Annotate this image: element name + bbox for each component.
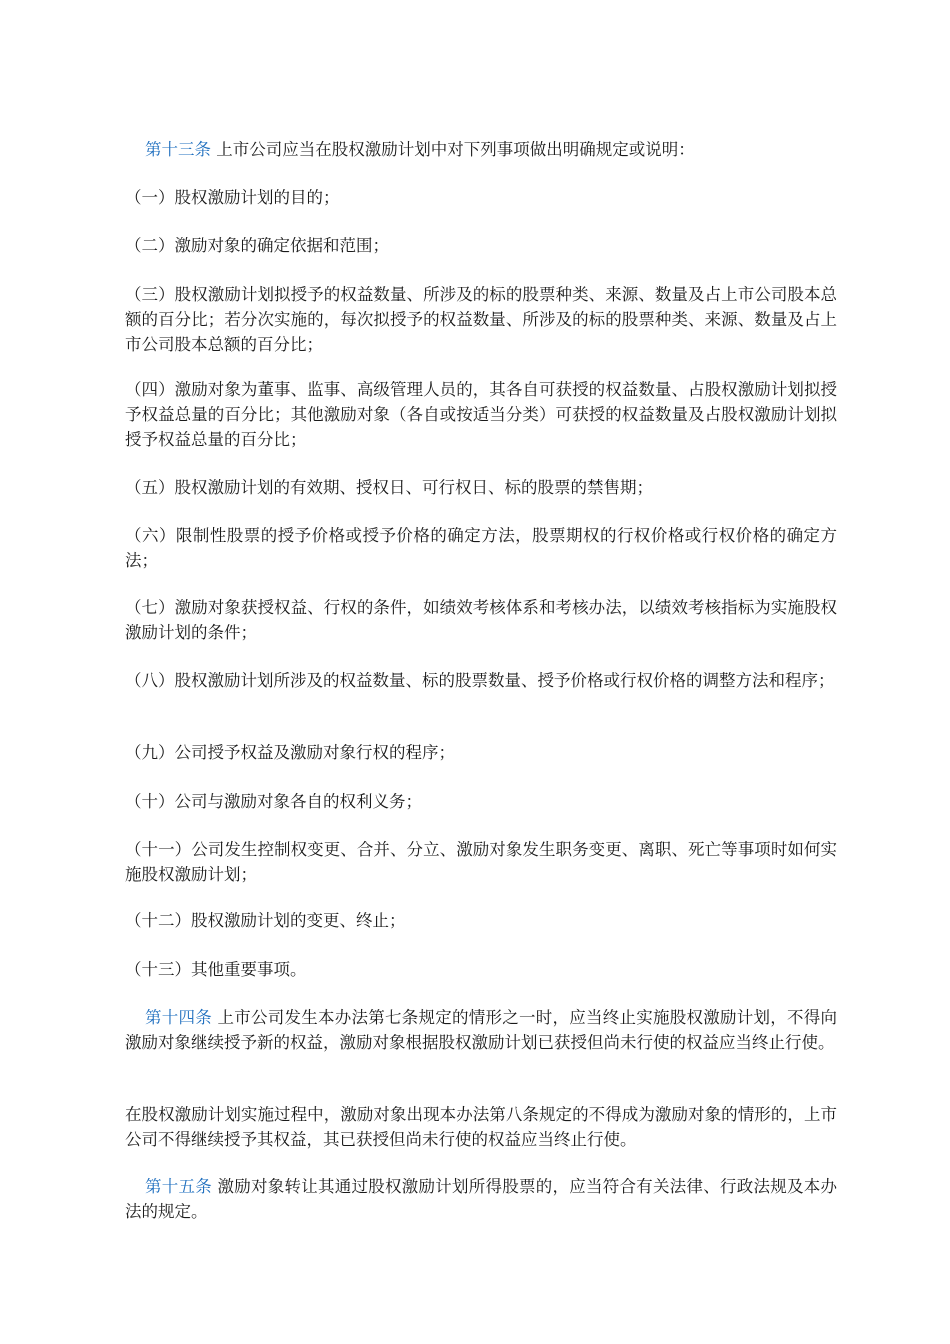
article-13-text: 上市公司应当在股权激励计划中对下列事项做出明确规定或说明： bbox=[211, 140, 695, 159]
list-item: （五）股权激励计划的有效期、授权日、可行权日、标的股票的禁售期； bbox=[125, 478, 653, 497]
list-item: （三）股权激励计划拟授予的权益数量、所涉及的标的股票种类、来源、数量及占上市公司股本总额的百分比；若分次实施的，每次拟授予的权益数量、所涉及的标的股票种类、来源、数量及占上市公司股本总额的百分比； bbox=[125, 285, 837, 354]
list-item: （六）限制性股票的授予价格或授予价格的确定方法，股票期权的行权价格或行权价格的确定方法； bbox=[125, 526, 837, 570]
list-item: （十）公司与激励对象各自的权利义务； bbox=[125, 792, 422, 811]
list-item: （十三）其他重要事项。 bbox=[125, 960, 307, 979]
list-item: （十二）股权激励计划的变更、终止； bbox=[125, 911, 406, 930]
article-15-text: 激励对象转让其通过股权激励计划所得股票的，应当符合有关法律、行政法规及本办法的规定。 bbox=[125, 1177, 837, 1221]
list-item: （八）股权激励计划所涉及的权益数量、标的股票数量、授予价格或行权价格的调整方法和程序； bbox=[125, 671, 835, 690]
list-item: （七）激励对象获授权益、行权的条件，如绩效考核体系和考核办法，以绩效考核指标为实施股权激励计划的条件； bbox=[125, 598, 837, 642]
list-item: （二）激励对象的确定依据和范围； bbox=[125, 236, 389, 255]
list-item: （十一）公司发生控制权变更、合并、分立、激励对象发生职务变更、离职、死亡等事项时如何实施股权激励计划； bbox=[125, 840, 837, 884]
article-13-label: 第十三条 bbox=[145, 140, 211, 159]
article-14 bbox=[125, 1005, 837, 1055]
article-14-followup: 在股权激励计划实施过程中，激励对象出现本办法第八条规定的不得成为激励对象的情形的，上市公司不得继续授予其权益，其已获授但尚未行使的权益应当终止行使。 bbox=[125, 1105, 837, 1149]
article-14-text: 上市公司发生本办法第七条规定的情形之一时，应当终止实施股权激励计划，不得向激励对象继续授予新的权益，激励对象根据股权激励计划已获授但尚未行使的权益应当终止行使。 bbox=[125, 1008, 837, 1052]
list-item: （四）激励对象为董事、监事、高级管理人员的，其各自可获授的权益数量、占股权激励计划拟授予权益总量的百分比；其他激励对象（各自或按适当分类）可获授的权益数量及占股权激励计划拟授予权益总量的百分比； bbox=[125, 380, 837, 449]
article-15-label: 第十五条 bbox=[145, 1177, 212, 1196]
article-15 bbox=[125, 1174, 837, 1224]
article-14-label: 第十四条 bbox=[145, 1008, 212, 1027]
list-item: （一）股权激励计划的目的； bbox=[125, 188, 340, 207]
list-item: （九）公司授予权益及激励对象行权的程序； bbox=[125, 743, 455, 762]
article-13 bbox=[125, 137, 837, 162]
